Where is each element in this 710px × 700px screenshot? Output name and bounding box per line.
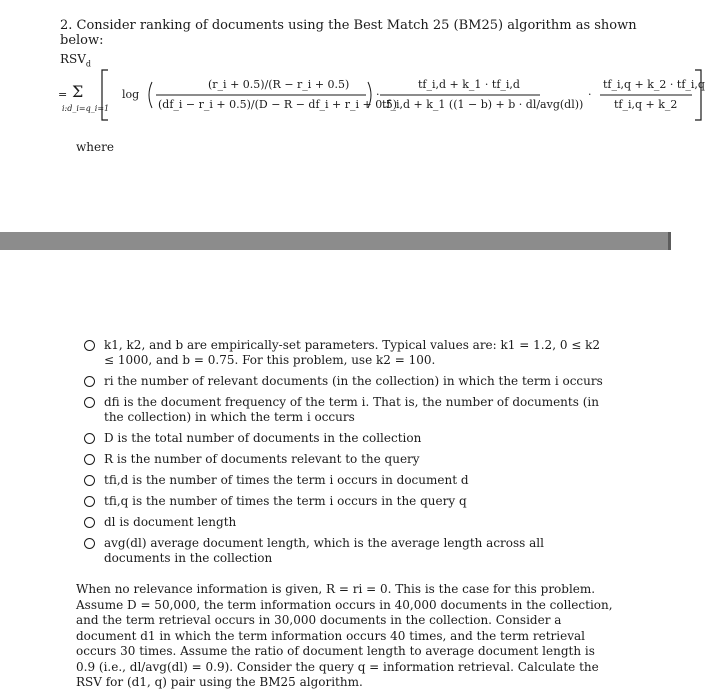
bm25-formula bbox=[58, 68, 705, 123]
option-text: tfi,d is the number of times the term i occurs in document d bbox=[104, 473, 469, 487]
radio-circle-icon[interactable] bbox=[84, 397, 95, 408]
left-paren bbox=[149, 82, 152, 108]
frac3-numerator: tf_i,q + k_2 · tf_i,q bbox=[603, 78, 705, 91]
option-item[interactable] bbox=[84, 452, 609, 467]
radio-circle-icon[interactable] bbox=[84, 376, 95, 387]
formula-equals: = bbox=[58, 88, 68, 101]
option-text: dfi is the document frequency of the term i. That is, the number of documents (in the collection) in which the term i occurs bbox=[104, 395, 599, 424]
frac3-denominator: tf_i,q + k_2 bbox=[614, 98, 678, 111]
problem-paragraph: When no relevance information is given, R = ri = 0. This is the case for this problem. Assume D = 50,000, the term information occurs in 40,000 documents in the collection, and the term retrieval occurs in 30,000 documents in the collection. Consider a document d1 in which the term information occurs 40 times, and the term retrieval occurs 30 times. Assume the ratio of document length to average document length is 0.9 (i.e., dl/avg(dl) = 0.9). Consider the query q = information retrieval. Calculate the RSV for (d1, q) pair using the BM25 algorithm. bbox=[76, 582, 613, 689]
radio-circle-icon[interactable] bbox=[84, 538, 95, 549]
rsv-label-text: RSV bbox=[60, 52, 86, 66]
sum-index: i:d_i=q_i=1 bbox=[62, 104, 110, 113]
option-item[interactable] bbox=[84, 338, 609, 368]
option-item[interactable] bbox=[84, 395, 609, 425]
definition-options bbox=[84, 338, 609, 572]
frac2-numerator: tf_i,d + k_1 · tf_i,d bbox=[418, 78, 520, 91]
rsv-subscript: d bbox=[85, 59, 92, 69]
formula-brackets bbox=[100, 68, 710, 124]
where-label: where bbox=[76, 140, 114, 154]
option-text: tfi,q is the number of times the term i occurs in the query q bbox=[104, 494, 467, 508]
option-text: R is the number of documents relevant to the query bbox=[104, 452, 420, 466]
radio-circle-icon[interactable] bbox=[84, 475, 95, 486]
sum-symbol: Σ bbox=[72, 82, 84, 101]
log-label: log bbox=[122, 88, 140, 101]
dot-2: · bbox=[588, 88, 592, 101]
radio-circle-icon[interactable] bbox=[84, 496, 95, 507]
option-text: D is the total number of documents in the collection bbox=[104, 431, 422, 445]
radio-circle-icon[interactable] bbox=[84, 454, 95, 465]
option-text: avg(dl) average document length, which is the average length across all documents in the collection bbox=[104, 536, 544, 565]
option-item[interactable] bbox=[84, 431, 609, 446]
option-item[interactable] bbox=[84, 515, 609, 530]
option-text: ri the number of relevant documents (in the collection) in which the term i occurs bbox=[104, 374, 603, 388]
rsv-label bbox=[60, 52, 91, 68]
left-bracket bbox=[102, 70, 108, 120]
radio-circle-icon[interactable] bbox=[84, 517, 95, 528]
radio-circle-icon[interactable] bbox=[84, 340, 95, 351]
option-item[interactable] bbox=[84, 374, 609, 389]
frac1-denominator: (df_i − r_i + 0.5)/(D − R − df_i + r_i + 0.5) bbox=[158, 98, 398, 111]
frac2-denominator: tf_i,d + k_1 ((1 − b) + b · dl/avg(dl)) bbox=[382, 98, 584, 111]
section-divider bbox=[0, 232, 671, 250]
option-item[interactable] bbox=[84, 536, 609, 566]
option-text: dl is document length bbox=[104, 515, 237, 529]
option-item[interactable] bbox=[84, 494, 609, 509]
dot-1: · bbox=[376, 88, 380, 101]
option-text: k1, k2, and b are empirically-set parameters. Typical values are: k1 = 1.2, 0 ≤ k2 ≤ 1000, and b = 0.75. For this problem, use k2 = 100. bbox=[104, 338, 601, 367]
option-item[interactable] bbox=[84, 473, 609, 488]
question-title: 2. Consider ranking of documents using the Best Match 25 (BM25) algorithm as shown below: bbox=[60, 18, 637, 48]
radio-circle-icon[interactable] bbox=[84, 433, 95, 444]
frac1-numerator: (r_i + 0.5)/(R − r_i + 0.5) bbox=[208, 78, 350, 91]
divider-edge bbox=[668, 232, 671, 250]
